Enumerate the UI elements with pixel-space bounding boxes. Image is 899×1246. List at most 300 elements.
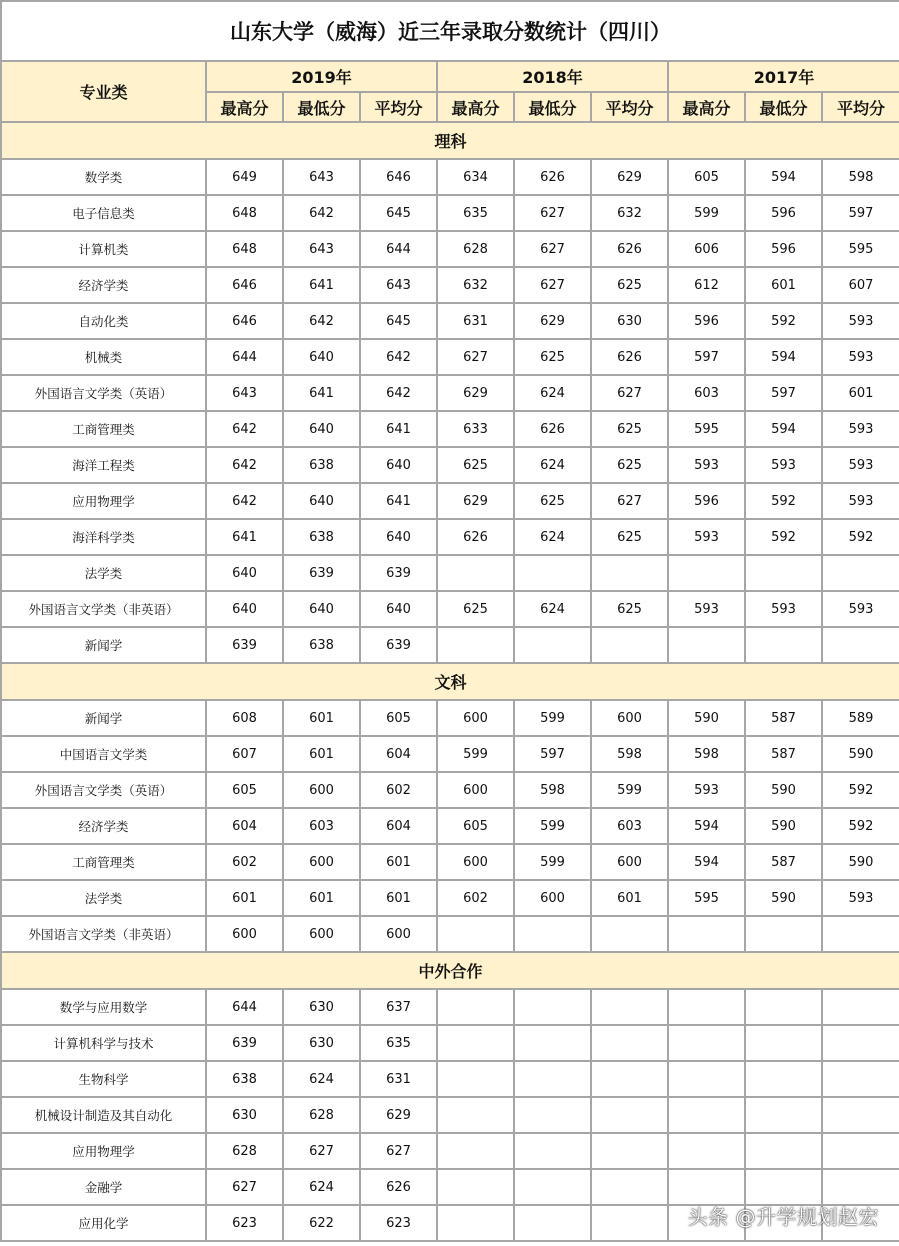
score-cell: 599: [514, 808, 591, 844]
score-cell: 601: [206, 880, 283, 916]
score-cell: 593: [822, 411, 899, 447]
score-cell: 649: [206, 159, 283, 195]
section-title: 理科: [1, 122, 899, 159]
score-cell: 627: [514, 267, 591, 303]
score-cell: 593: [668, 447, 745, 483]
score-cell: 643: [360, 267, 437, 303]
score-cell: 626: [514, 411, 591, 447]
score-cell: 593: [745, 447, 822, 483]
score-cell: 593: [668, 519, 745, 555]
major-name-cell: 数学类: [1, 159, 206, 195]
score-cell: 639: [283, 555, 360, 591]
score-cell: [668, 989, 745, 1025]
score-cell: 635: [437, 195, 514, 231]
year-header-2019: 2019年: [206, 61, 437, 92]
table-row: [1, 808, 899, 844]
major-name-cell: 海洋工程类: [1, 447, 206, 483]
score-cell: 625: [591, 519, 668, 555]
score-cell: 605: [437, 808, 514, 844]
major-name-cell: 工商管理类: [1, 844, 206, 880]
score-cell: [822, 916, 899, 952]
score-cell: 632: [437, 267, 514, 303]
score-cell: 598: [668, 736, 745, 772]
score-cell: 600: [591, 700, 668, 736]
score-cell: 641: [360, 483, 437, 519]
major-name-cell: 数学与应用数学: [1, 989, 206, 1025]
score-cell: 601: [360, 880, 437, 916]
score-cell: 608: [206, 700, 283, 736]
score-cell: 593: [745, 591, 822, 627]
table-row: [1, 1025, 899, 1061]
watermark: 头条 @升学规划赵宏: [687, 1205, 879, 1229]
score-cell: 634: [437, 159, 514, 195]
score-cell: 632: [591, 195, 668, 231]
score-cell: 593: [822, 483, 899, 519]
score-cell: 600: [283, 844, 360, 880]
avg-score-header: 平均分: [822, 92, 899, 122]
score-cell: 645: [360, 195, 437, 231]
score-cell: [745, 916, 822, 952]
score-cell: [668, 1025, 745, 1061]
score-cell: 642: [360, 339, 437, 375]
score-cell: 648: [206, 231, 283, 267]
score-cell: 630: [206, 1097, 283, 1133]
score-cell: [514, 1061, 591, 1097]
score-cell: 638: [206, 1061, 283, 1097]
score-cell: 627: [283, 1133, 360, 1169]
score-cell: 600: [437, 700, 514, 736]
major-name-cell: 计算机科学与技术: [1, 1025, 206, 1061]
table-row: [1, 736, 899, 772]
score-cell: [822, 1169, 899, 1205]
score-cell: 624: [283, 1169, 360, 1205]
score-cell: 626: [437, 519, 514, 555]
score-cell: 640: [283, 339, 360, 375]
table-row: [1, 159, 899, 195]
max-score-header: 最高分: [437, 92, 514, 122]
score-cell: 593: [668, 591, 745, 627]
score-cell: 598: [822, 159, 899, 195]
major-name-cell: 中国语言文学类: [1, 736, 206, 772]
major-name-cell: 经济学类: [1, 267, 206, 303]
score-cell: 643: [283, 159, 360, 195]
score-cell: 642: [283, 303, 360, 339]
score-cell: [745, 555, 822, 591]
score-cell: 603: [591, 808, 668, 844]
score-cell: 641: [283, 375, 360, 411]
score-cell: [668, 1097, 745, 1133]
score-cell: 599: [591, 772, 668, 808]
score-cell: [745, 1097, 822, 1133]
score-cell: [668, 627, 745, 663]
score-cell: 637: [360, 989, 437, 1025]
score-cell: 643: [206, 375, 283, 411]
score-cell: 640: [206, 555, 283, 591]
score-cell: 624: [514, 519, 591, 555]
score-cell: 599: [668, 195, 745, 231]
score-cell: [514, 1205, 591, 1241]
score-cell: 600: [437, 772, 514, 808]
score-cell: [514, 555, 591, 591]
score-cell: 601: [283, 700, 360, 736]
score-cell: 597: [514, 736, 591, 772]
major-name-cell: 应用物理学: [1, 1133, 206, 1169]
major-name-cell: 金融学: [1, 1169, 206, 1205]
score-cell: 590: [822, 844, 899, 880]
score-cell: 599: [514, 844, 591, 880]
score-cell: 625: [437, 591, 514, 627]
table-row: [1, 989, 899, 1025]
score-cell: 587: [745, 736, 822, 772]
score-cell: 607: [206, 736, 283, 772]
score-cell: [437, 627, 514, 663]
major-name-cell: 法学类: [1, 555, 206, 591]
score-cell: 640: [283, 483, 360, 519]
score-cell: 605: [668, 159, 745, 195]
score-cell: 592: [822, 519, 899, 555]
score-cell: [437, 1205, 514, 1241]
score-cell: 646: [360, 159, 437, 195]
table-row: [1, 700, 899, 736]
score-cell: 627: [514, 231, 591, 267]
score-cell: [668, 916, 745, 952]
score-cell: 635: [360, 1025, 437, 1061]
score-cell: 593: [668, 772, 745, 808]
score-cell: 603: [283, 808, 360, 844]
major-name-cell: 外国语言文学类（英语）: [1, 772, 206, 808]
score-cell: [822, 1061, 899, 1097]
score-cell: 648: [206, 195, 283, 231]
score-cell: 629: [437, 483, 514, 519]
score-cell: 625: [437, 447, 514, 483]
table-row: [1, 772, 899, 808]
score-cell: 600: [514, 880, 591, 916]
score-cell: 644: [206, 339, 283, 375]
score-cell: 601: [283, 880, 360, 916]
score-cell: 641: [283, 267, 360, 303]
table-row: [1, 627, 899, 663]
score-cell: [591, 627, 668, 663]
score-cell: 642: [206, 483, 283, 519]
table-row: [1, 1061, 899, 1097]
section-title: 文科: [1, 663, 899, 700]
table-row: [1, 195, 899, 231]
major-name-cell: 应用化学: [1, 1205, 206, 1241]
score-cell: [822, 989, 899, 1025]
score-cell: 631: [360, 1061, 437, 1097]
major-name-cell: 工商管理类: [1, 411, 206, 447]
score-cell: 640: [283, 591, 360, 627]
major-name-cell: 机械类: [1, 339, 206, 375]
score-cell: 592: [745, 483, 822, 519]
table-title: 山东大学（威海）近三年录取分数统计（四川）: [1, 1, 899, 61]
score-cell: 631: [437, 303, 514, 339]
score-cell: [437, 1025, 514, 1061]
table-row: [1, 375, 899, 411]
year-header-2018: 2018年: [437, 61, 668, 92]
score-cell: 593: [822, 591, 899, 627]
major-name-cell: 海洋科学类: [1, 519, 206, 555]
major-name-cell: 外国语言文学类（非英语）: [1, 916, 206, 952]
max-score-header: 最高分: [668, 92, 745, 122]
score-cell: [745, 989, 822, 1025]
score-cell: 590: [745, 772, 822, 808]
score-cell: [822, 1133, 899, 1169]
score-cell: 639: [206, 627, 283, 663]
score-cell: 590: [822, 736, 899, 772]
section-header-row: [1, 122, 899, 159]
score-cell: [514, 1133, 591, 1169]
score-cell: 593: [822, 447, 899, 483]
score-cell: 626: [514, 159, 591, 195]
score-cell: [514, 627, 591, 663]
score-cell: 607: [822, 267, 899, 303]
score-cell: [745, 627, 822, 663]
score-cell: 630: [283, 1025, 360, 1061]
score-cell: 626: [360, 1169, 437, 1205]
score-cell: 592: [822, 772, 899, 808]
score-cell: 612: [668, 267, 745, 303]
score-cell: 641: [206, 519, 283, 555]
score-cell: 594: [745, 339, 822, 375]
score-cell: 643: [283, 231, 360, 267]
score-cell: [668, 1133, 745, 1169]
score-cell: 595: [668, 411, 745, 447]
table-row: [1, 916, 899, 952]
score-cell: 625: [514, 339, 591, 375]
major-name-cell: 机械设计制造及其自动化: [1, 1097, 206, 1133]
score-cell: [591, 916, 668, 952]
score-cell: [745, 1133, 822, 1169]
table-row: [1, 447, 899, 483]
major-column-header: 专业类: [1, 61, 206, 122]
score-cell: 625: [591, 267, 668, 303]
score-cell: [668, 1061, 745, 1097]
score-cell: 629: [360, 1097, 437, 1133]
score-cell: 646: [206, 267, 283, 303]
score-cell: 602: [437, 880, 514, 916]
min-score-header: 最低分: [514, 92, 591, 122]
avg-score-header: 平均分: [360, 92, 437, 122]
table-row: [1, 844, 899, 880]
score-cell: 600: [206, 916, 283, 952]
score-cell: 642: [360, 375, 437, 411]
score-cell: [591, 1025, 668, 1061]
score-cell: 600: [283, 916, 360, 952]
score-cell: [514, 1097, 591, 1133]
score-cell: 597: [668, 339, 745, 375]
table-row: [1, 411, 899, 447]
score-cell: 593: [822, 303, 899, 339]
table-row: [1, 339, 899, 375]
score-cell: 639: [360, 555, 437, 591]
score-cell: [591, 1205, 668, 1241]
score-cell: 627: [437, 339, 514, 375]
score-cell: [668, 555, 745, 591]
year-header-2017: 2017年: [668, 61, 899, 92]
score-cell: 601: [591, 880, 668, 916]
score-cell: [822, 1025, 899, 1061]
score-cell: [745, 1169, 822, 1205]
score-cell: 600: [591, 844, 668, 880]
score-cell: 595: [822, 231, 899, 267]
score-cell: 595: [668, 880, 745, 916]
score-cell: 629: [437, 375, 514, 411]
major-name-cell: 新闻学: [1, 627, 206, 663]
score-cell: 639: [360, 627, 437, 663]
score-cell: 623: [206, 1205, 283, 1241]
score-cell: 638: [283, 519, 360, 555]
score-cell: 593: [822, 339, 899, 375]
score-cell: 642: [283, 195, 360, 231]
score-cell: 627: [206, 1169, 283, 1205]
table-row: [1, 880, 899, 916]
score-cell: 605: [206, 772, 283, 808]
score-cell: 622: [283, 1205, 360, 1241]
score-cell: 606: [668, 231, 745, 267]
score-cell: [514, 916, 591, 952]
score-cell: [437, 1133, 514, 1169]
score-cell: [514, 1169, 591, 1205]
score-cell: 596: [745, 195, 822, 231]
major-name-cell: 自动化类: [1, 303, 206, 339]
score-cell: 628: [437, 231, 514, 267]
score-cell: 640: [360, 519, 437, 555]
score-cell: [822, 627, 899, 663]
score-cell: 640: [283, 411, 360, 447]
table-row: [1, 231, 899, 267]
major-name-cell: 生物科学: [1, 1061, 206, 1097]
score-cell: 629: [514, 303, 591, 339]
score-cell: 628: [206, 1133, 283, 1169]
score-cell: 594: [745, 411, 822, 447]
score-cell: 624: [514, 375, 591, 411]
score-cell: 602: [360, 772, 437, 808]
score-cell: 638: [283, 447, 360, 483]
score-cell: [822, 555, 899, 591]
score-cell: [437, 916, 514, 952]
score-cell: 604: [206, 808, 283, 844]
table-row: [1, 1133, 899, 1169]
score-cell: 601: [360, 844, 437, 880]
score-cell: 625: [591, 447, 668, 483]
table-row: [1, 303, 899, 339]
min-score-header: 最低分: [283, 92, 360, 122]
score-cell: 604: [360, 736, 437, 772]
score-cell: 625: [591, 411, 668, 447]
score-cell: 624: [283, 1061, 360, 1097]
table-row: [1, 555, 899, 591]
score-cell: 642: [206, 447, 283, 483]
score-cell: [437, 555, 514, 591]
score-cell: 645: [360, 303, 437, 339]
score-cell: [591, 1097, 668, 1133]
score-cell: 626: [591, 231, 668, 267]
score-cell: [591, 1133, 668, 1169]
avg-score-header: 平均分: [591, 92, 668, 122]
score-cell: 630: [283, 989, 360, 1025]
table-row: [1, 267, 899, 303]
score-cell: [514, 989, 591, 1025]
score-cell: 601: [822, 375, 899, 411]
score-cell: 592: [745, 519, 822, 555]
major-name-cell: 外国语言文学类（英语）: [1, 375, 206, 411]
score-cell: 629: [591, 159, 668, 195]
score-cell: [437, 1169, 514, 1205]
major-name-cell: 外国语言文学类（非英语）: [1, 591, 206, 627]
score-cell: 593: [822, 880, 899, 916]
score-cell: 644: [206, 989, 283, 1025]
score-cell: 628: [283, 1097, 360, 1133]
score-cell: 646: [206, 303, 283, 339]
score-cell: 640: [206, 591, 283, 627]
score-cell: 623: [360, 1205, 437, 1241]
section-header-row: [1, 952, 899, 989]
score-cell: [668, 1169, 745, 1205]
score-cell: 592: [745, 303, 822, 339]
major-name-cell: 应用物理学: [1, 483, 206, 519]
score-cell: 633: [437, 411, 514, 447]
score-cell: 599: [514, 700, 591, 736]
score-cell: 597: [822, 195, 899, 231]
score-cell: 639: [206, 1025, 283, 1061]
score-cell: 587: [745, 844, 822, 880]
score-cell: 599: [437, 736, 514, 772]
score-cell: [591, 1169, 668, 1205]
score-cell: 597: [745, 375, 822, 411]
score-cell: 624: [514, 591, 591, 627]
score-cell: 600: [283, 772, 360, 808]
max-score-header: 最高分: [206, 92, 283, 122]
score-cell: 627: [591, 375, 668, 411]
section-header-row: [1, 663, 899, 700]
score-cell: 625: [514, 483, 591, 519]
score-cell: [745, 1061, 822, 1097]
major-name-cell: 计算机类: [1, 231, 206, 267]
score-cell: [437, 1097, 514, 1133]
table-row: [1, 483, 899, 519]
score-cell: 592: [822, 808, 899, 844]
score-cell: 624: [514, 447, 591, 483]
score-cell: 590: [745, 880, 822, 916]
score-cell: 596: [668, 483, 745, 519]
score-cell: [591, 1061, 668, 1097]
score-cell: 594: [668, 844, 745, 880]
score-cell: 590: [668, 700, 745, 736]
score-cell: 640: [360, 447, 437, 483]
score-cell: 604: [360, 808, 437, 844]
score-cell: 627: [514, 195, 591, 231]
score-cell: 602: [206, 844, 283, 880]
score-cell: 601: [745, 267, 822, 303]
major-name-cell: 电子信息类: [1, 195, 206, 231]
score-cell: 598: [514, 772, 591, 808]
score-cell: 589: [822, 700, 899, 736]
score-cell: 644: [360, 231, 437, 267]
score-cell: 601: [283, 736, 360, 772]
score-cell: [591, 555, 668, 591]
score-cell: 603: [668, 375, 745, 411]
score-cell: [822, 1097, 899, 1133]
score-cell: [437, 1061, 514, 1097]
min-score-header: 最低分: [745, 92, 822, 122]
score-cell: [745, 1025, 822, 1061]
table-row: [1, 1097, 899, 1133]
table-row: [1, 591, 899, 627]
score-cell: 638: [283, 627, 360, 663]
score-cell: 590: [745, 808, 822, 844]
section-title: 中外合作: [1, 952, 899, 989]
